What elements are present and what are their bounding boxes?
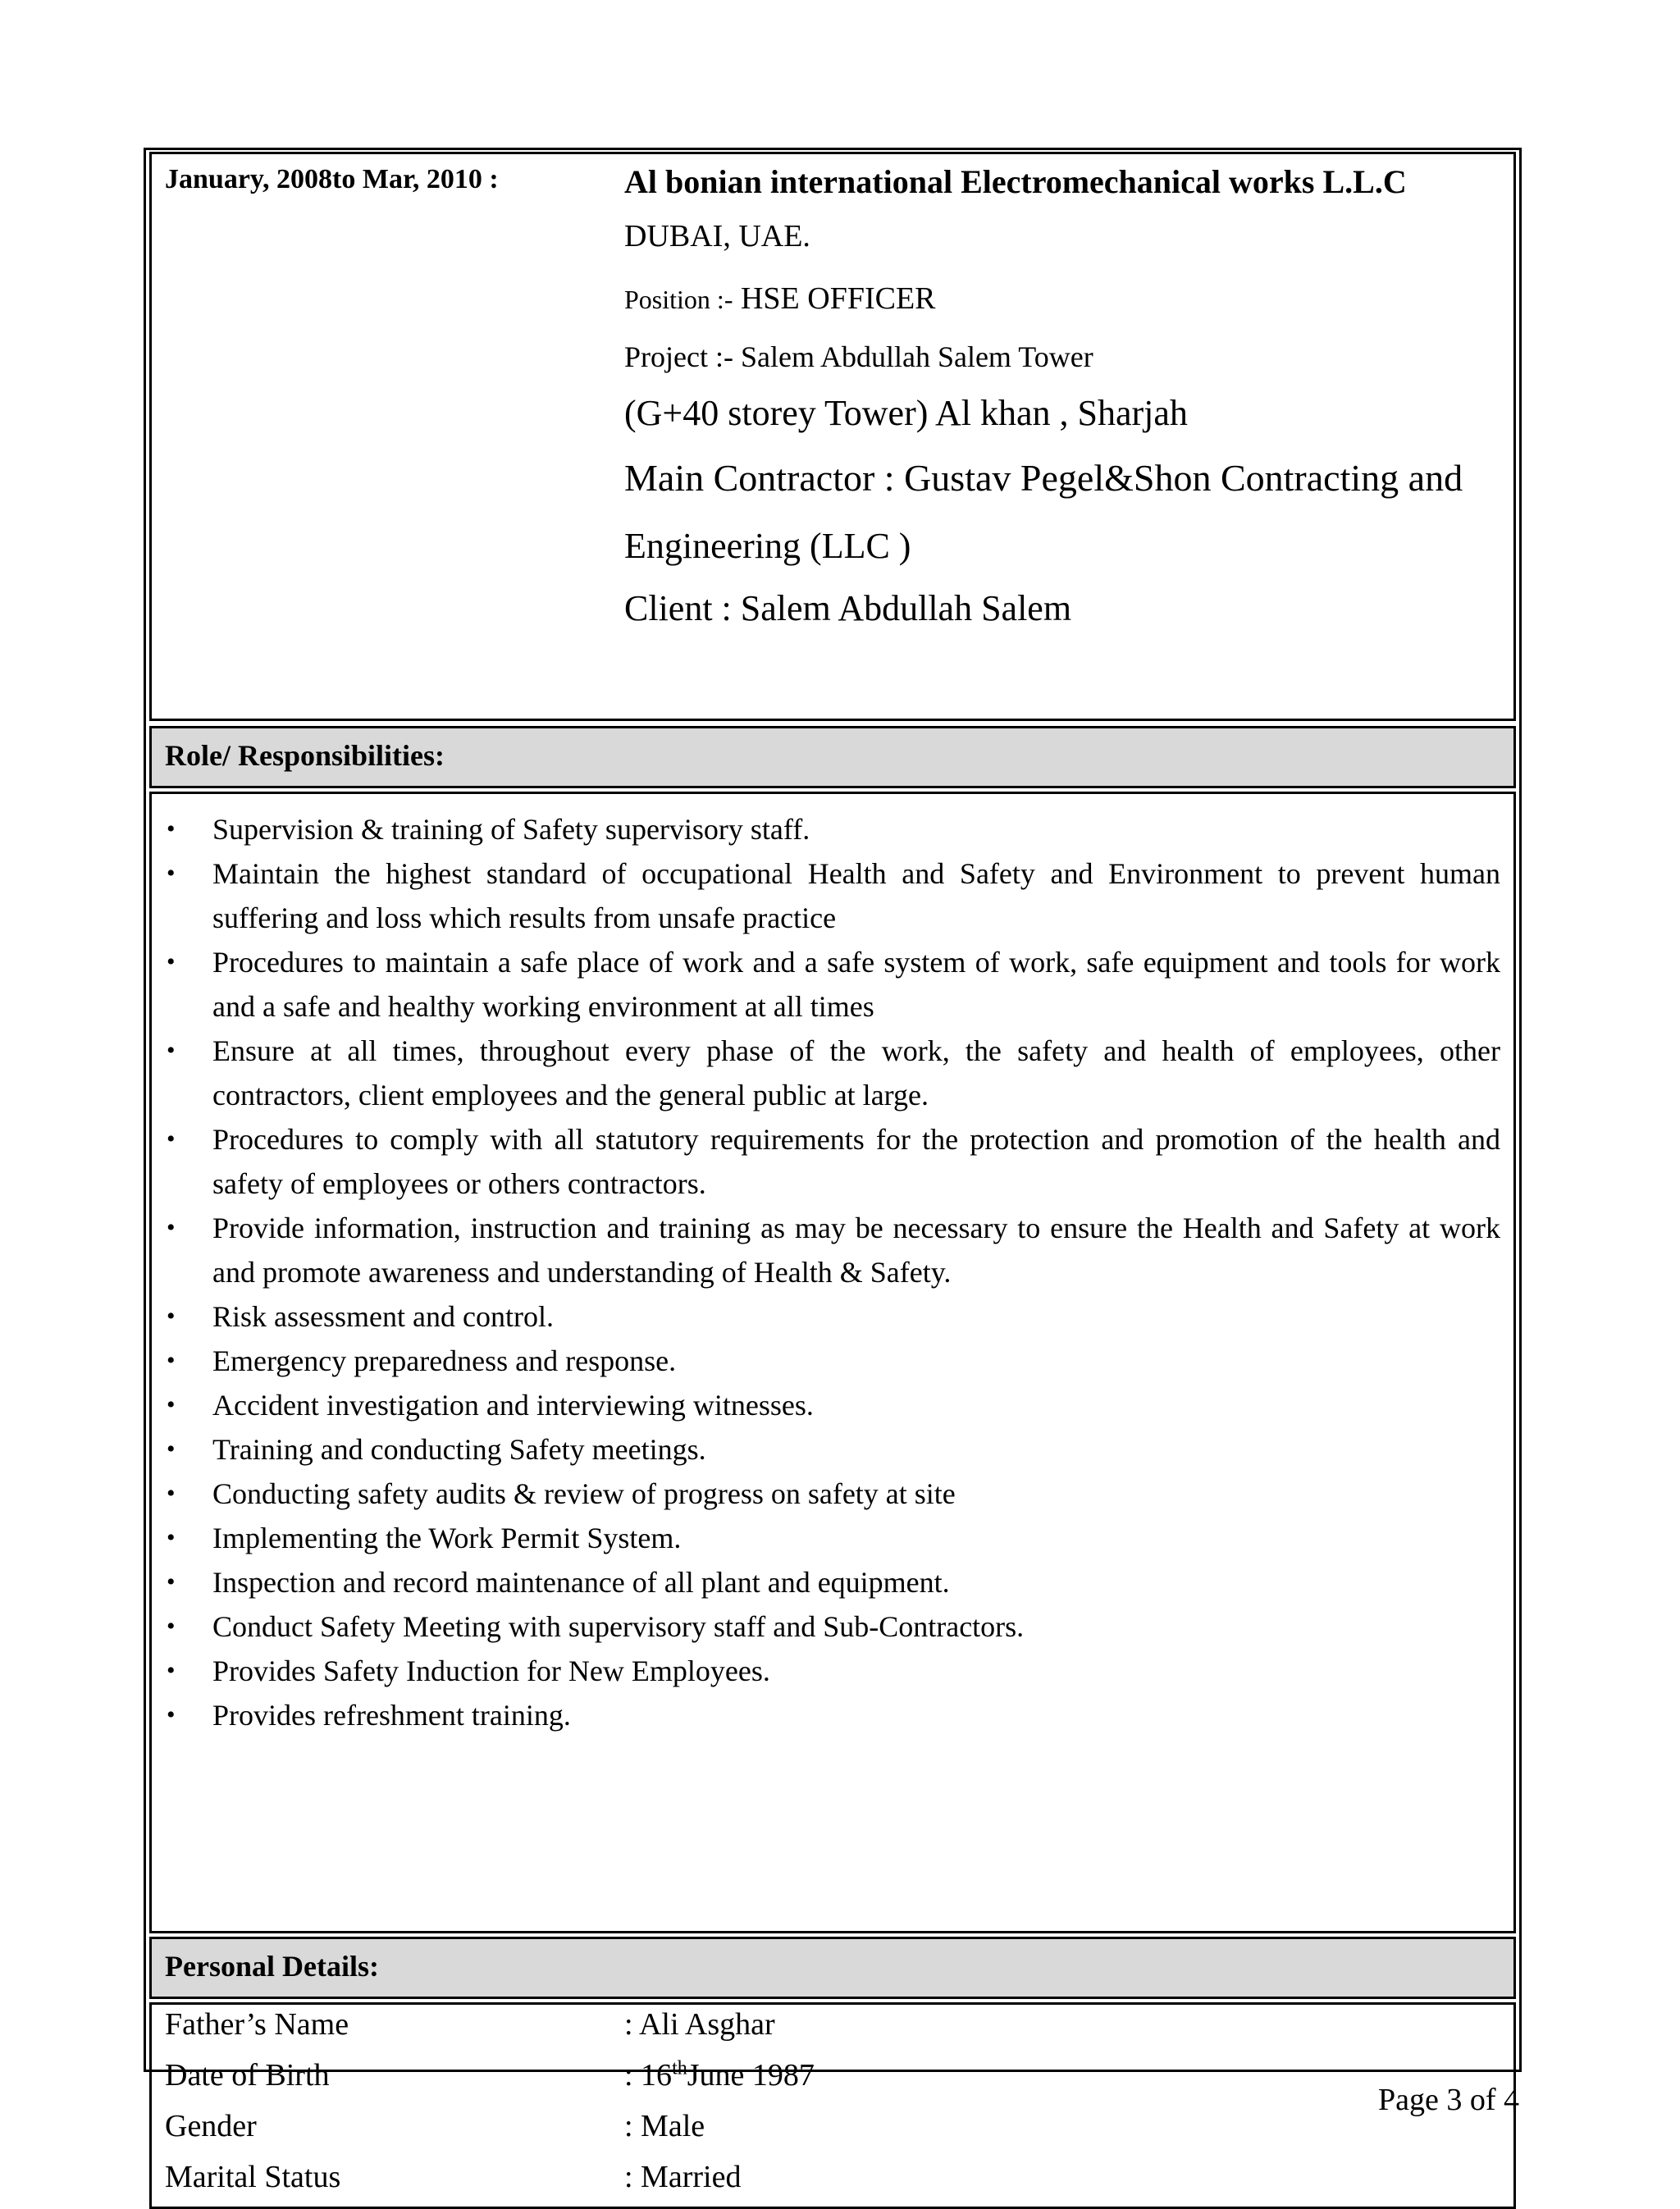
position-line bbox=[624, 281, 936, 317]
gender-label: Gender bbox=[165, 2109, 257, 2143]
position-value: HSE OFFICER bbox=[740, 281, 936, 316]
position-label: Position :- bbox=[624, 285, 733, 314]
list-item-text: Ensure at all times, throughout every phase of the work, the safety and health of employees, other contractors, client employees and the general public at large. bbox=[212, 1034, 1500, 1111]
responsibilities-heading: Role/ Responsibilities: bbox=[165, 739, 445, 772]
list-item bbox=[152, 940, 1513, 1029]
list-item-text: Maintain the highest standard of occupational Health and Safety and Environment to prevent human suffering and loss which results from unsafe practice bbox=[212, 857, 1500, 934]
list-item-text: Accident investigation and interviewing witnesses. bbox=[212, 1389, 814, 1422]
bullet-icon: • bbox=[167, 1568, 176, 1595]
father-name-label: Father’s Name bbox=[165, 2007, 349, 2042]
list-item-text: Procedures to maintain a safe place of work and a safe system of work, safe equipment and tools for work and a safe and healthy working environment at all times bbox=[212, 946, 1500, 1023]
personal-details-section bbox=[149, 2002, 1516, 2209]
list-item-text: Provides refreshment training. bbox=[212, 1699, 571, 1732]
list-item-text: Procedures to comply with all statutory requirements for the protection and promotion of the health and safety of employees or others contractors. bbox=[212, 1123, 1500, 1200]
list-item bbox=[152, 1206, 1513, 1294]
bullet-icon: • bbox=[167, 1125, 176, 1152]
dob-month-year: June 1987 bbox=[687, 2058, 815, 2093]
tower-line: (G+40 storey Tower) Al khan , Sharjah bbox=[624, 393, 1188, 433]
list-item bbox=[152, 1472, 1513, 1516]
responsibilities-header bbox=[149, 726, 1516, 788]
dob-day: : 16 bbox=[624, 2058, 673, 2093]
list-item bbox=[152, 1560, 1513, 1604]
bullet-icon: • bbox=[167, 1480, 176, 1507]
bullet-icon: • bbox=[167, 1657, 176, 1684]
list-item bbox=[152, 1427, 1513, 1472]
employment-period: January, 2008to Mar, 2010 : bbox=[165, 164, 499, 194]
employment-section bbox=[149, 152, 1516, 721]
list-item bbox=[152, 1029, 1513, 1117]
bullet-icon: • bbox=[167, 1435, 176, 1463]
list-item bbox=[152, 1117, 1513, 1206]
list-item-text: Provide information, instruction and training as may be necessary to ensure the Health and Safety at work and promote awareness and understanding of Health & Safety. bbox=[212, 1212, 1500, 1289]
company-name: Al bonian international Electromechanical works L.L.C bbox=[624, 163, 1407, 200]
list-item bbox=[152, 1294, 1513, 1339]
list-item bbox=[152, 1604, 1513, 1649]
project-line: Project :- Salem Abdullah Salem Tower bbox=[624, 340, 1093, 373]
bullet-icon: • bbox=[167, 1214, 176, 1241]
bullet-icon: • bbox=[167, 1613, 176, 1640]
bullet-icon: • bbox=[167, 1701, 176, 1728]
bullet-icon: • bbox=[167, 948, 176, 975]
page-number: Page 3 of 4 bbox=[1377, 2083, 1519, 2117]
list-item bbox=[152, 851, 1513, 940]
client-line: Client : Salem Abdullah Salem bbox=[624, 588, 1072, 628]
bullet-icon: • bbox=[167, 860, 176, 887]
list-item bbox=[152, 1339, 1513, 1383]
list-item bbox=[152, 807, 1513, 851]
dob-label: Date of Birth bbox=[165, 2058, 330, 2093]
list-item-text: Training and conducting Safety meetings. bbox=[212, 1433, 706, 1466]
bullet-icon: • bbox=[167, 1347, 176, 1374]
dob-ordinal: th bbox=[672, 2057, 687, 2079]
list-item-text: Conduct Safety Meeting with supervisory staff and Sub-Contractors. bbox=[212, 1610, 1025, 1643]
bullet-icon: • bbox=[167, 1303, 176, 1330]
responsibilities-list bbox=[152, 807, 1513, 1737]
father-name-value: : Ali Asghar bbox=[624, 2007, 775, 2042]
list-item-text: Risk assessment and control. bbox=[212, 1300, 554, 1333]
responsibilities-section bbox=[149, 792, 1516, 1933]
gender-value: : Male bbox=[624, 2109, 705, 2143]
marital-status-label: Marital Status bbox=[165, 2160, 341, 2194]
main-contractor-continued: Engineering (LLC ) bbox=[624, 526, 911, 566]
list-item-text: Emergency preparedness and response. bbox=[212, 1344, 677, 1377]
bullet-icon: • bbox=[167, 1037, 176, 1064]
list-item-text: Conducting safety audits & review of progress on safety at site bbox=[212, 1477, 956, 1510]
personal-details-header bbox=[149, 1937, 1516, 1999]
list-item-text: Inspection and record maintenance of all plant and equipment. bbox=[212, 1566, 950, 1599]
list-item-text: Provides Safety Induction for New Employees. bbox=[212, 1654, 770, 1687]
list-item bbox=[152, 1693, 1513, 1737]
marital-status-value: : Married bbox=[624, 2160, 742, 2194]
bullet-icon: • bbox=[167, 1391, 176, 1418]
list-item-text: Implementing the Work Permit System. bbox=[212, 1522, 682, 1554]
dob-value bbox=[624, 2057, 815, 2093]
personal-details-heading: Personal Details: bbox=[165, 1950, 379, 1983]
list-item bbox=[152, 1516, 1513, 1560]
bullet-icon: • bbox=[167, 1524, 176, 1551]
list-item bbox=[152, 1383, 1513, 1427]
list-item-text: Supervision & training of Safety supervisory staff. bbox=[212, 813, 810, 846]
list-item bbox=[152, 1649, 1513, 1693]
bullet-icon: • bbox=[167, 815, 176, 842]
company-location: DUBAI, UAE. bbox=[624, 219, 810, 253]
main-contractor-line: Main Contractor : Gustav Pegel&Shon Contracting and bbox=[624, 457, 1463, 499]
